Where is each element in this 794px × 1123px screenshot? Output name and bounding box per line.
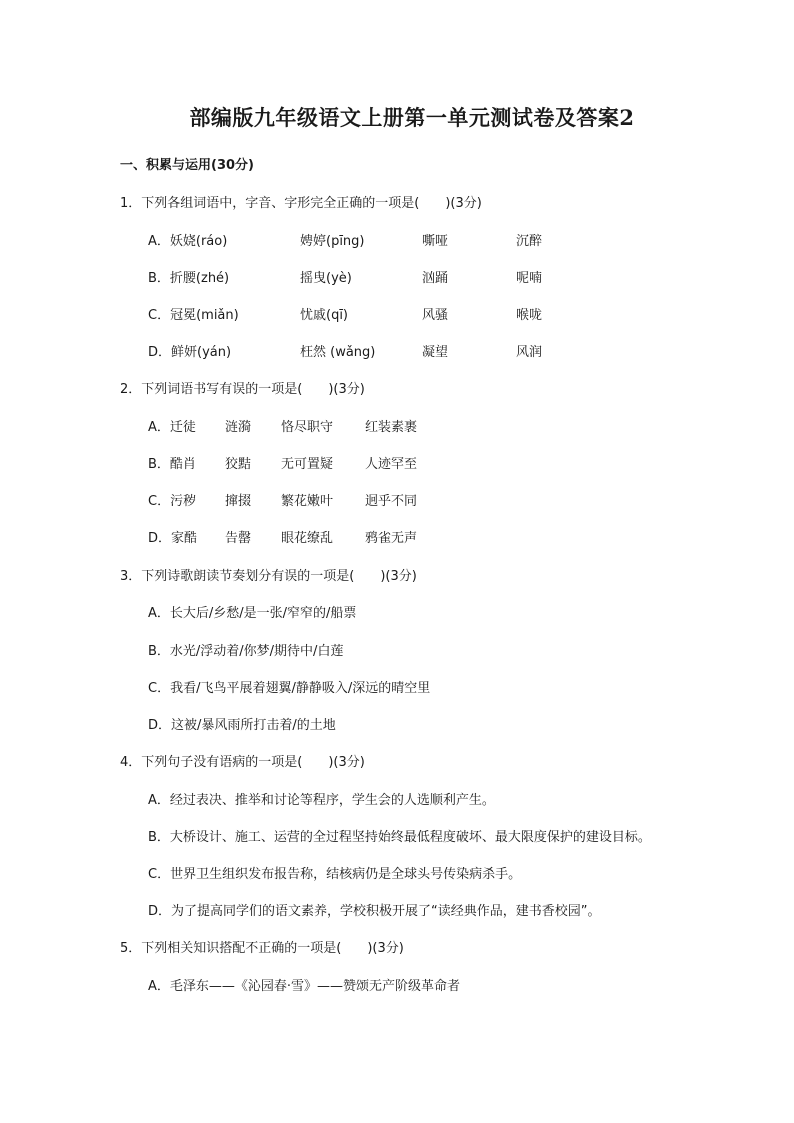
q2-b-word-2: 狡黠: [225, 457, 252, 472]
q3-option-c: C．我看/飞鸟平展着翅翼/静静吸入/深远的晴空里: [148, 681, 431, 696]
question-1-stem: 1．下列各组词语中，字音、字形完全正确的一项是( )(3分): [120, 196, 482, 211]
page-title: 部编版九年级语文上册第一单元测试卷及答案2: [189, 105, 635, 130]
section-heading: 一、积累与运用(30分): [120, 158, 254, 173]
q2-c-word-1: C．污秽: [148, 494, 197, 509]
q1-a-word-1: A．妖娆(ráo): [148, 234, 228, 249]
question-3-stem: 3．下列诗歌朗读节奏划分有误的一项是( )(3分): [120, 569, 417, 584]
q1-c-word-4: 喉咙: [516, 308, 543, 323]
q2-d-word-4: 鸦雀无声: [365, 531, 418, 546]
q2-a-word-1: A．迁徒: [148, 420, 196, 435]
q4-option-d: D．为了提高同学们的语文素养，学校积极开展了“读经典作品，建书香校园”。: [148, 904, 601, 919]
q2-d-word-2: 告罄: [225, 531, 252, 546]
q4-option-a: A．经过表决、推举和讨论等程序，学生会的人选顺利产生。: [148, 793, 495, 808]
q1-c-word-3: 风骚: [422, 308, 449, 323]
q1-c-word-2: 忧戚(qī): [300, 308, 349, 323]
q1-b-word-4: 呢喃: [516, 271, 543, 286]
q1-a-word-4: 沉醉: [516, 234, 543, 249]
q2-c-word-4: 迥乎不同: [365, 494, 418, 509]
q2-a-word-2: 涟漪: [225, 420, 252, 435]
q2-d-word-3: 眼花缭乱: [281, 531, 334, 546]
q4-option-c: C．世界卫生组织发布报告称，结核病仍是全球头号传染病杀手。: [148, 867, 522, 882]
q1-d-word-1: D．鲜妍(yán): [148, 345, 232, 360]
q2-c-word-3: 繁花嫩叶: [281, 494, 334, 509]
q3-option-a: A．长大后/乡愁/是一张/窄窄的/船票: [148, 606, 357, 621]
q1-d-word-3: 凝望: [422, 345, 449, 360]
q1-b-word-1: B．折腰(zhé): [148, 271, 230, 286]
q4-option-b: B．大桥设计、施工、运营的全过程坚持始终最低程度破坏、最大限度保护的建设目标。: [148, 830, 651, 845]
q2-b-word-1: B．酷肖: [148, 457, 196, 472]
q1-d-word-2: 枉然 (wǎng): [300, 345, 376, 360]
q2-a-word-3: 恪尽职守: [281, 420, 334, 435]
q1-b-word-2: 摇曳(yè): [300, 271, 352, 286]
q2-b-word-4: 人迹罕至: [365, 457, 418, 472]
q2-d-word-1: D．家酷: [148, 531, 198, 546]
q1-a-word-3: 嘶哑: [422, 234, 449, 249]
question-2-stem: 2．下列词语书写有误的一项是( )(3分): [120, 382, 365, 397]
q1-c-word-1: C．冠冕(miǎn): [148, 308, 239, 323]
q5-option-a: A．毛泽东——《沁园春·雪》——赞颂无产阶级革命者: [148, 979, 461, 994]
q1-a-word-2: 娉婷(pīng): [300, 234, 365, 249]
q3-option-b: B．水光/浮动着/你梦/期待中/白莲: [148, 644, 344, 659]
q3-option-d: D．这被/暴风雨所打击着/的土地: [148, 718, 336, 733]
question-4-stem: 4．下列句子没有语病的一项是( )(3分): [120, 755, 365, 770]
question-5-stem: 5．下列相关知识搭配不正确的一项是( )(3分): [120, 941, 404, 956]
q1-d-word-4: 风润: [516, 345, 543, 360]
q1-b-word-3: 汹踊: [422, 271, 449, 286]
q2-a-word-4: 红装素裹: [365, 420, 418, 435]
q2-b-word-3: 无可置疑: [281, 457, 334, 472]
q2-c-word-2: 撺掇: [225, 494, 252, 509]
